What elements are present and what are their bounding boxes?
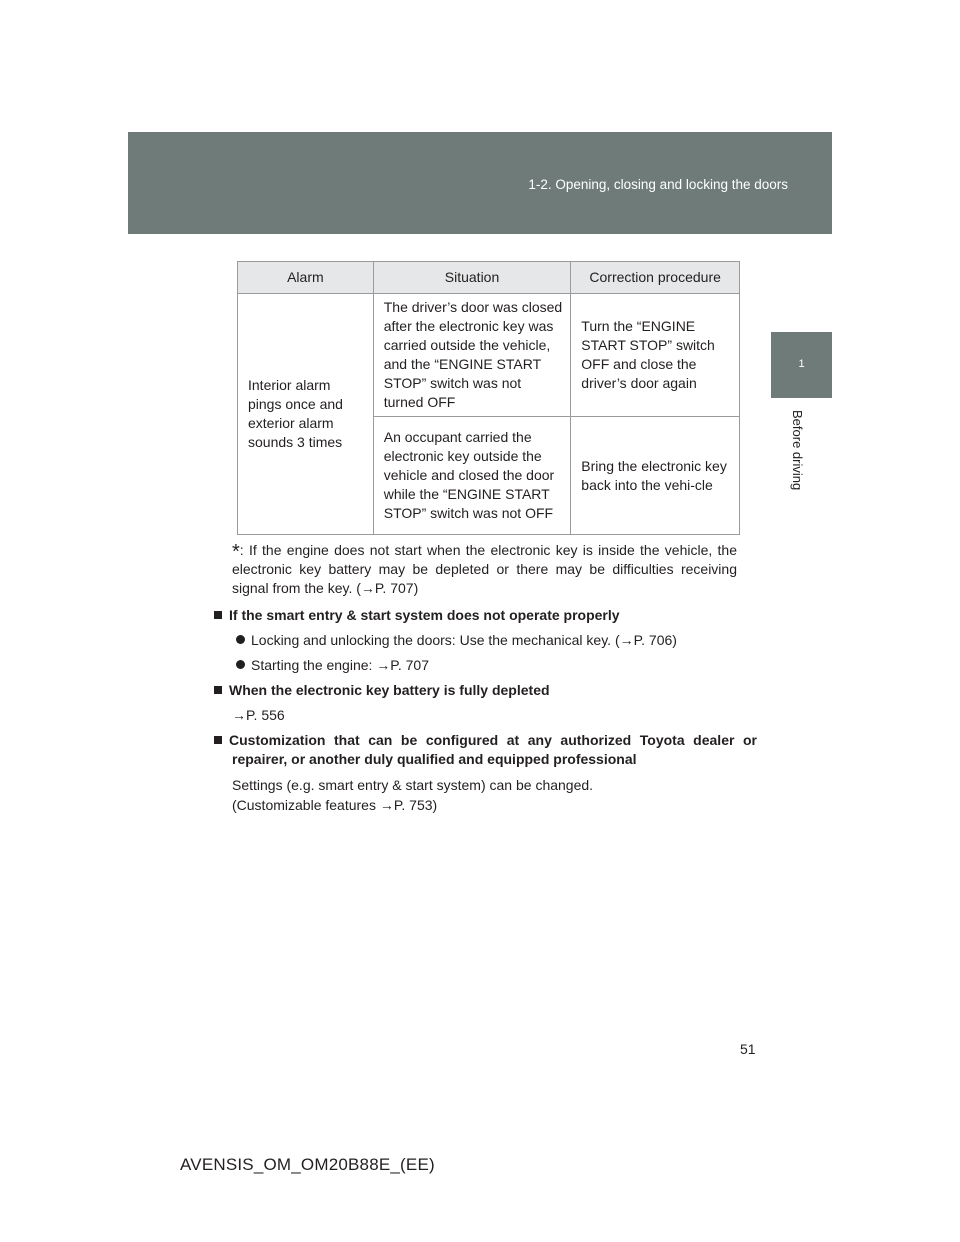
chapter-tab bbox=[771, 332, 832, 398]
footnote-marker: * bbox=[232, 541, 240, 563]
round-bullet-icon bbox=[236, 660, 245, 669]
header-situation: Situation bbox=[373, 262, 571, 294]
battery-reference: →P. 556 bbox=[232, 707, 285, 723]
page-number: 51 bbox=[740, 1041, 756, 1057]
chapter-number: 1 bbox=[798, 358, 805, 370]
customization-line-2: (Customizable features →P. 753) bbox=[232, 797, 438, 813]
footnote bbox=[232, 540, 737, 598]
table-header-row bbox=[238, 262, 740, 294]
square-bullet-icon bbox=[214, 736, 222, 744]
list-item: Starting the engine: →P. 707 bbox=[236, 656, 429, 675]
header-correction: Correction procedure bbox=[571, 262, 740, 294]
correction-cell: Turn the “ENGINE START STOP” switch OFF and close the driver’s door again bbox=[571, 294, 740, 417]
square-bullet-icon bbox=[214, 686, 222, 694]
footnote-text: : If the engine does not start when the electronic key is inside the vehicle, the electronic key battery may be depleted or there may be difficulties receiving signal from the key. (→P. 707) bbox=[232, 542, 737, 596]
chapter-label: Before driving bbox=[790, 410, 805, 491]
heading-battery: When the electronic key battery is fully depleted bbox=[214, 681, 550, 700]
alarm-table bbox=[237, 261, 740, 535]
situation-cell: An occupant carried the electronic key outside the vehicle and closed the door while the “ENGINE START STOP” switch was not OFF bbox=[373, 417, 571, 535]
header-alarm: Alarm bbox=[238, 262, 374, 294]
table-row bbox=[238, 294, 740, 417]
square-bullet-icon bbox=[214, 611, 222, 619]
situation-cell: The driver’s door was closed after the electronic key was carried outside the vehicle, and the “ENGINE START STOP” switch was not turned OFF bbox=[373, 294, 571, 417]
footer-code: AVENSIS_OM_OM20B88E_(EE) bbox=[180, 1155, 435, 1174]
heading-customization: Customization that can be configured at any authorized Toyota dealer or repairer, or another duly qualified and equipped professional bbox=[214, 731, 757, 769]
heading-smart-entry: If the smart entry & start system does not operate properly bbox=[214, 606, 744, 625]
section-title: 1-2. Opening, closing and locking the doors bbox=[528, 177, 788, 192]
header-band bbox=[128, 132, 832, 234]
round-bullet-icon bbox=[236, 635, 245, 644]
correction-cell: Bring the electronic key back into the vehi-cle bbox=[571, 417, 740, 535]
customization-line-1: Settings (e.g. smart entry & start system) can be changed. bbox=[232, 777, 594, 793]
list-item: Locking and unlocking the doors: Use the mechanical key. (→P. 706) bbox=[236, 631, 677, 650]
alarm-cell: Interior alarm pings once and exterior alarm sounds 3 times bbox=[238, 294, 374, 535]
